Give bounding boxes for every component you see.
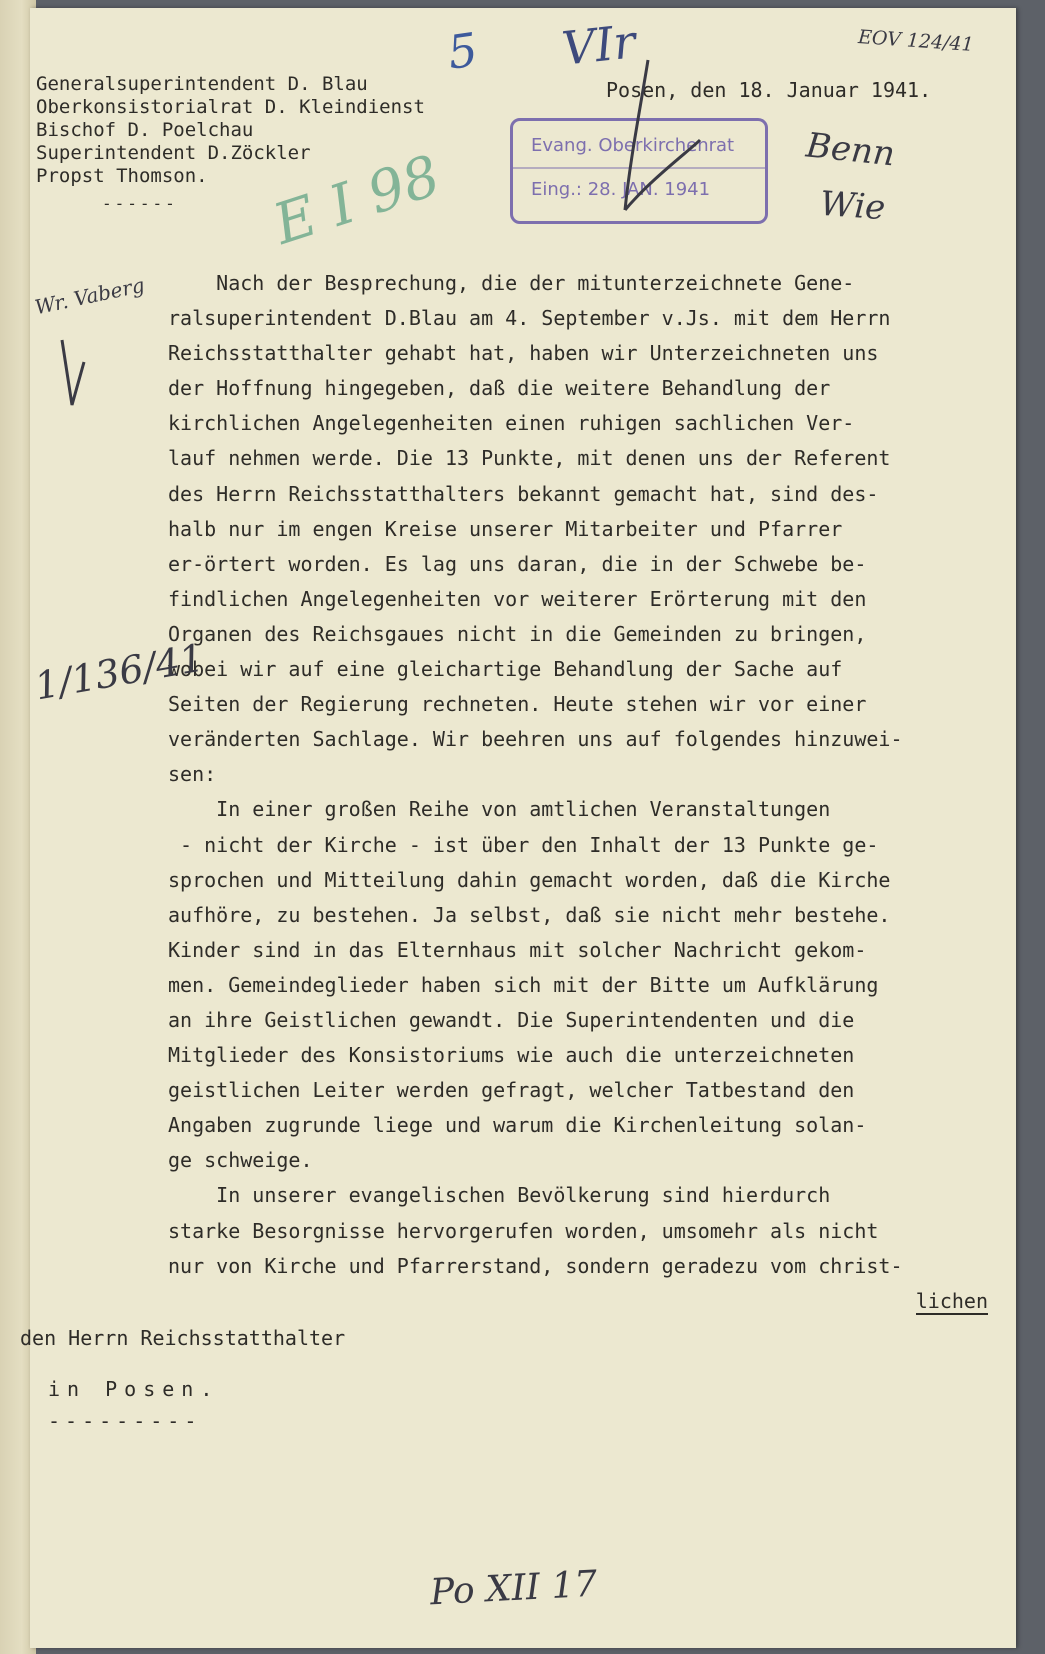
body-line: der Hoffnung hingegeben, daß die weitere Behandlung der (168, 376, 831, 401)
body-line: nur von Kirche und Pfarrerstand, sondern geradezu vom christ- (168, 1253, 903, 1278)
body-line: ge schweige. (168, 1148, 313, 1173)
body-line: In unserer evangelischen Bevölkerung sind hierdurch (168, 1183, 831, 1208)
green-crayon-mark: E I 98 (266, 143, 448, 258)
sender-line: Bischof D. Poelchau (36, 119, 254, 141)
reference-note: EOV 124/41 (857, 25, 975, 57)
sender-line: Oberkonsistorialrat D. Kleindienst (36, 96, 425, 118)
body-line: Mitglieder des Konsistoriums wie auch die unterzeichneten (168, 1043, 855, 1068)
body-line: - nicht der Kirche - ist über den Inhalt der 13 Punkte ge- (168, 832, 879, 857)
stamp-office: Evang. Oberkirchenrat (531, 135, 735, 156)
body-line: er-örtert worden. Es lag uns daran, die in der Schwebe be- (168, 551, 867, 576)
sender-line: Propst Thomson. (36, 165, 208, 187)
addressee-line: den Herrn Reichsstatthalter (20, 1326, 346, 1350)
addressee-separator: --------- (48, 1409, 202, 1433)
sender-line: Generalsuperintendent D. Blau (36, 73, 368, 95)
body-line: an ihre Geistlichen gewandt. Die Superintendenten und die (168, 1007, 855, 1032)
body-line: Organen des Reichsgaues nicht in die Gemeinden zu bringen, (168, 621, 867, 646)
body-line: des Herrn Reichsstatthalters bekannt gemacht hat, sind des- (168, 481, 879, 506)
handwritten-margin-reference: 1/136/41 (31, 635, 208, 709)
catchword: lichen (915, 1288, 988, 1313)
body-line: veränderten Sachlage. Wir beehren uns auf folgendes hinzuwei- (168, 727, 903, 752)
body-line: Seiten der Regierung rechneten. Heute stehen wir vor einer (168, 692, 867, 717)
sender-separator: ------ (102, 194, 178, 213)
body-line: Nach der Besprechung, die der mitunterzeichnete Gene- (168, 271, 855, 295)
place-date: Posen, den 18. Januar 1941. (606, 78, 932, 102)
body-line: sprochen und Mitteilung dahin gemacht worden, daß die Kirche (168, 867, 891, 892)
body-line: halb nur im engen Kreise unserer Mitarbeiter und Pfarrer (168, 516, 843, 541)
body-line: geistlichen Leiter werden gefragt, welcher Tatbestand den (168, 1078, 855, 1103)
handwritten-mark-initials: VIr (559, 14, 639, 76)
body-line: lauf nehmen werde. Die 13 Punkte, mit denen uns der Referent (168, 446, 891, 471)
body-line: findlichen Angelegenheiten vor weiterer Erörterung mit den (168, 586, 867, 611)
body-line: In einer großen Reihe von amtlichen Veranstaltungen (168, 797, 831, 822)
body-line: men. Gemeindeglieder haben sich mit der Bitte um Aufklärung (168, 972, 879, 997)
handwritten-archive-reference: Po XII 17 (429, 1563, 599, 1614)
addressee-city: in Posen. (48, 1377, 220, 1401)
stamp-date: Eing.: 28. JAN. 1941 (531, 179, 711, 200)
body-line: starke Besorgnisse hervorgerufen worden, umsomehr als nicht (168, 1218, 879, 1243)
handwritten-note-right-2: Wie (818, 183, 887, 229)
body-line: kirchlichen Angelegenheiten einen ruhigen sachlichen Ver- (168, 411, 855, 436)
body-line: Reichsstatthalter gehabt hat, haben wir Unterzeichneten uns (168, 341, 879, 366)
handwritten-note-left: Wr. Vaberg (32, 272, 147, 320)
body-line: Angaben zugrunde liege und warum die Kirchenleitung solan- (168, 1113, 867, 1138)
body-line: ralsuperintendent D.Blau am 4. September v.Js. mit dem Herrn (168, 306, 891, 331)
left-tick-stroke-icon (62, 340, 84, 405)
body-line: sen: (168, 762, 217, 787)
body-line: wobei wir auf eine gleichartige Behandlung der Sache auf (168, 657, 843, 682)
body-line: Kinder sind in das Elternhaus mit solcher Nachricht gekom- (168, 937, 867, 962)
body-line: aufhöre, zu bestehen. Ja selbst, daß sie nicht mehr bestehe. (168, 902, 891, 927)
paraph-stroke-icon (625, 60, 700, 210)
handwritten-note-right-1: Benn (804, 125, 897, 175)
handwritten-mark-blue: 5 (444, 22, 481, 80)
sender-line: Superintendent D.Zöckler (36, 142, 311, 164)
